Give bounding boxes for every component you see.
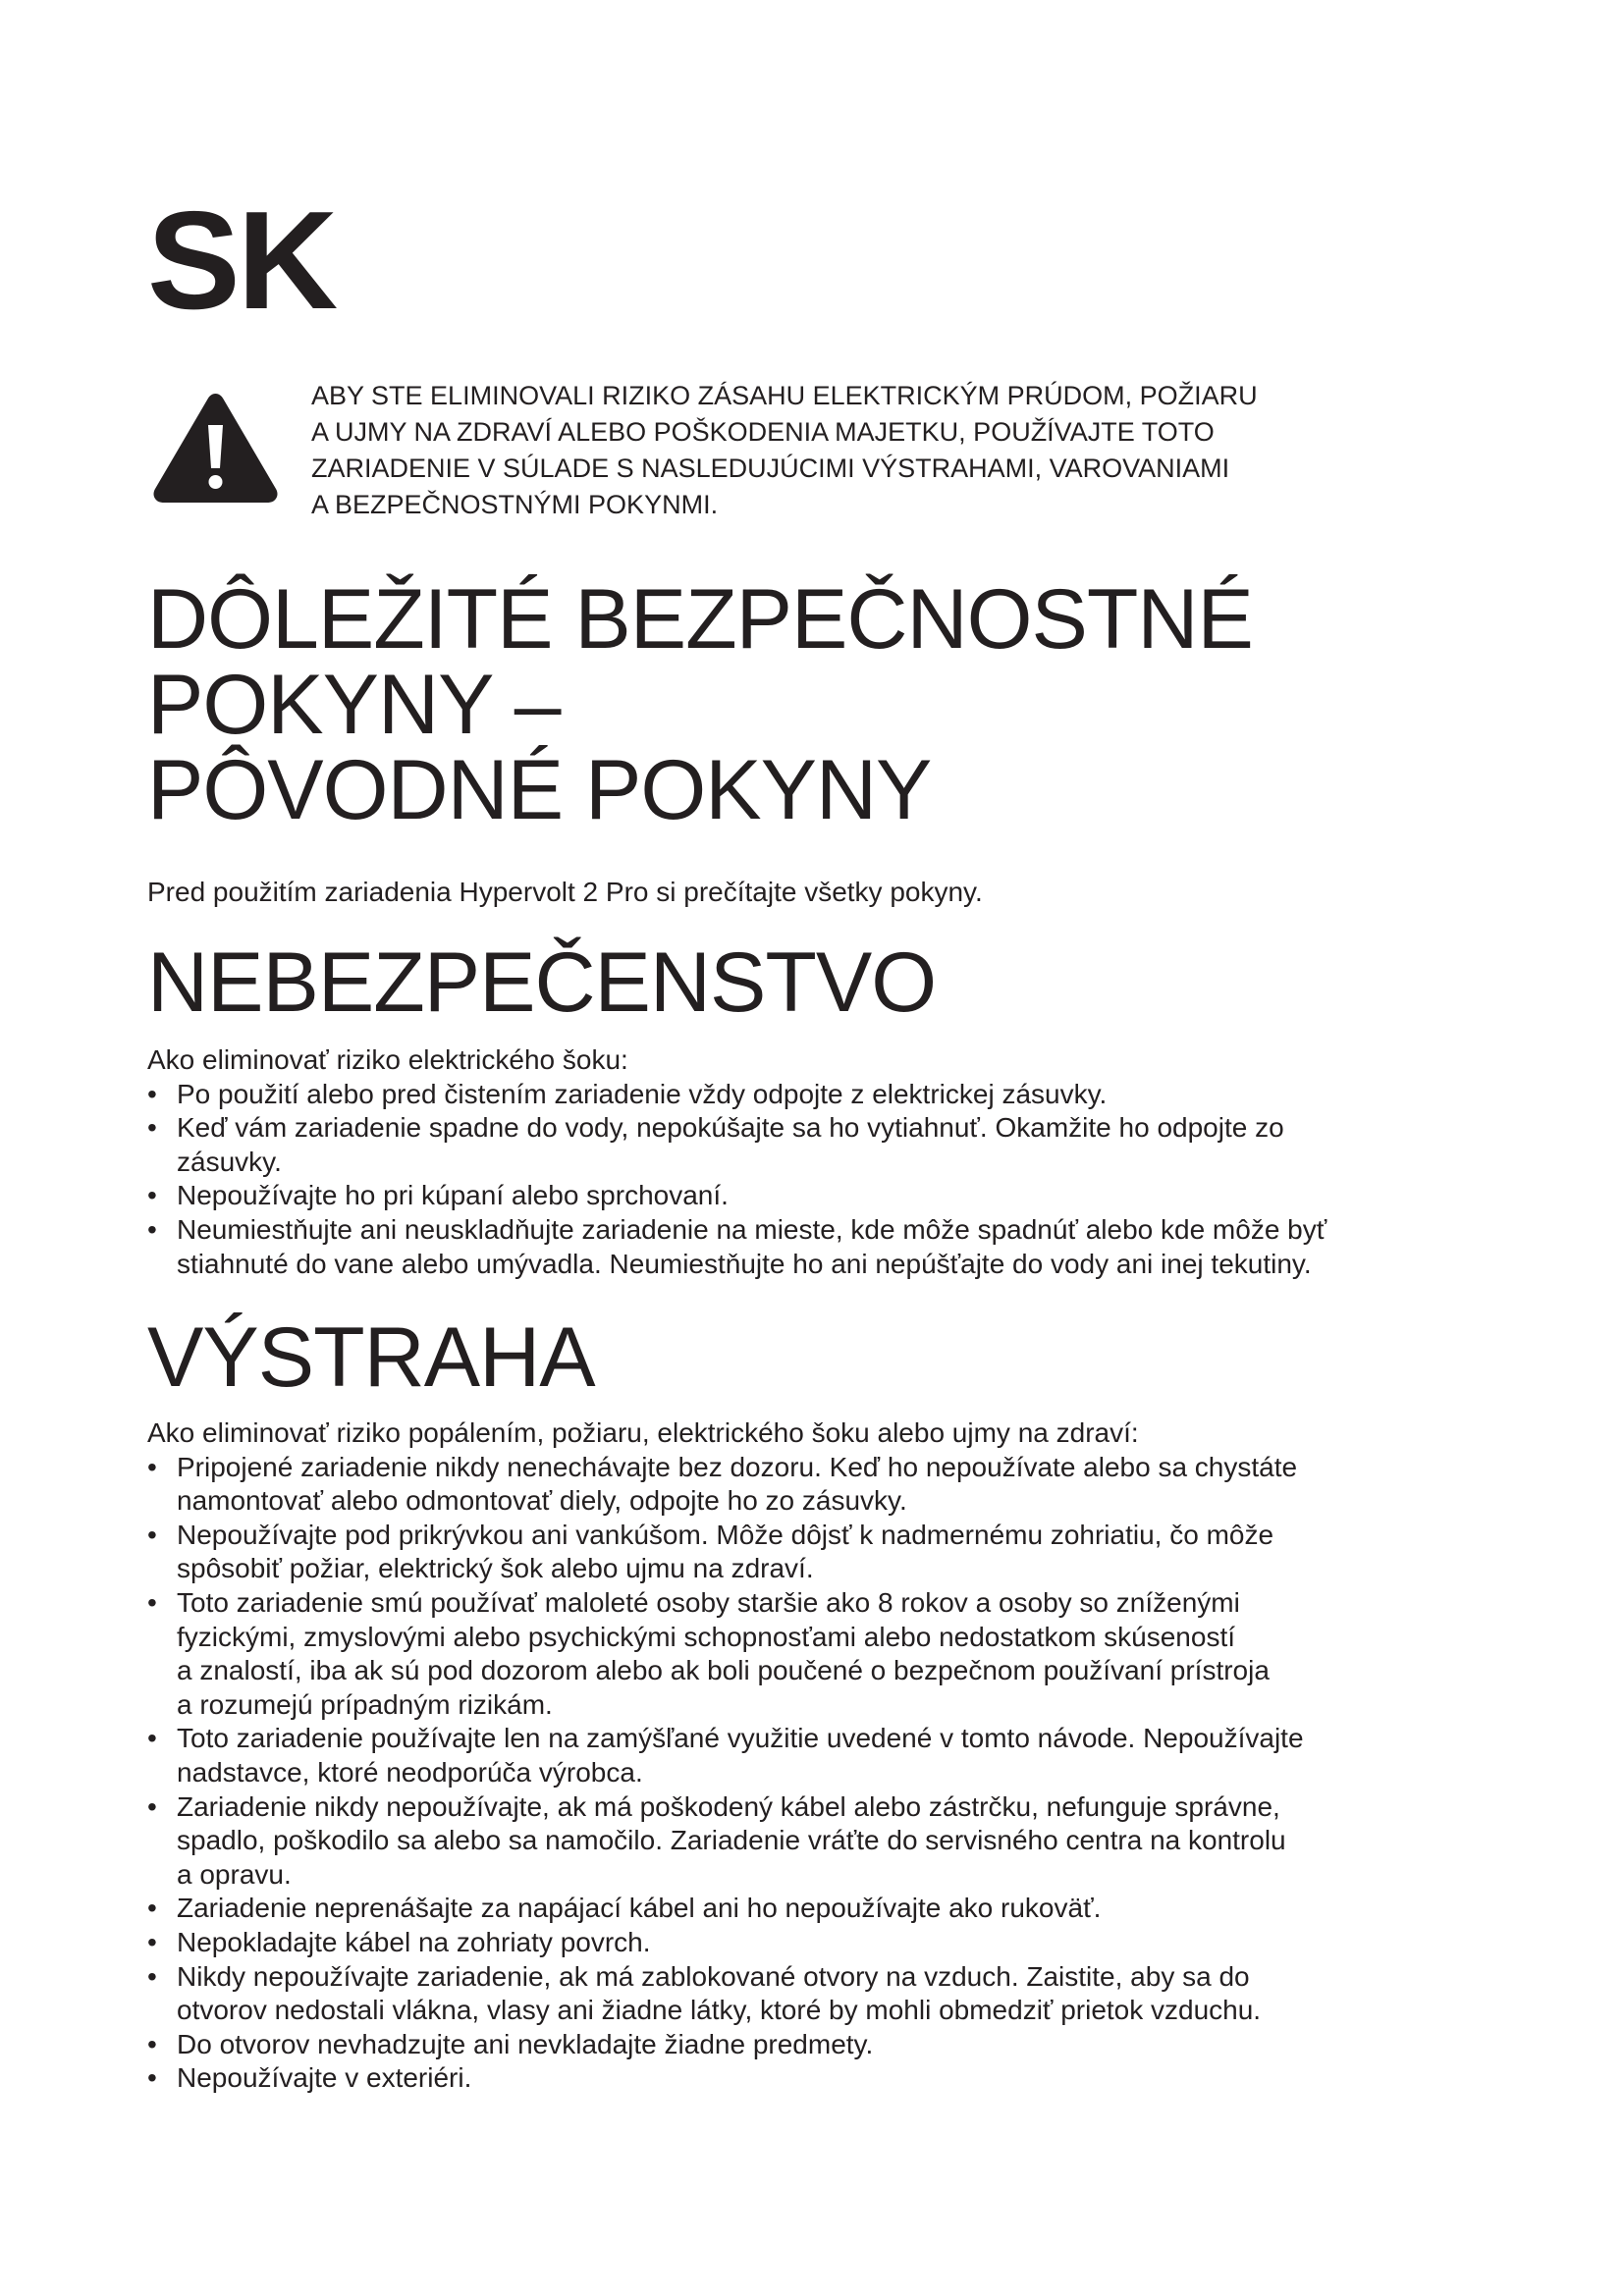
- list-item: [147, 1586, 1502, 1722]
- safety-notice-line: ZARIADENIE V SÚLADE S NASLEDUJÚCIMI VÝSTRAHAMI, VAROVANIAMI: [311, 454, 1230, 483]
- main-title: [147, 572, 1253, 837]
- warning-intro: Ako eliminovať riziko popálením, požiaru, elektrického šoku alebo ujmy na zdraví:: [147, 1417, 1139, 1448]
- warning-section: [147, 1416, 1502, 2096]
- list-item-line: fyzickými, zmyslovými alebo psychickými schopnosťami alebo nedostatkom skúseností: [177, 1621, 1236, 1652]
- list-item: [147, 1892, 1502, 1926]
- list-item-line: namontovať alebo odmontovať diely, odpojte ho zo zásuvky.: [177, 1485, 907, 1517]
- list-item-line: • Nepoužívajte ho pri kúpaní alebo sprchovaní.: [177, 1180, 729, 1211]
- list-item-line: • Nikdy nepoužívajte zariadenie, ak má zablokované otvory na vzduch. Zaistite, aby sa do: [177, 1960, 1250, 1992]
- safety-notice-line: ABY STE ELIMINOVALI RIZIKO ZÁSAHU ELEKTRICKÝM PRÚDOM, POŽIARU: [311, 381, 1258, 410]
- warning-list: [147, 1451, 1502, 2096]
- list-item-line: • Zariadenie nikdy nepoužívajte, ak má poškodený kábel alebo zástrčku, nefunguje správne,: [177, 1790, 1280, 1822]
- list-item-line: • Nepoužívajte pod prikrývkou ani vankúšom. Môže dôjsť k nadmernému zohriatiu, čo môže: [177, 1519, 1274, 1550]
- list-item-line: a znalostí, iba ak sú pod dozorom alebo ak boli poučené o bezpečnom používaní prístroja: [177, 1655, 1270, 1686]
- main-title-line: POKYNY –: [147, 658, 561, 752]
- list-item-line: nadstavce, ktoré neodporúča výrobca.: [177, 1756, 643, 1788]
- language-code: SK: [147, 183, 336, 339]
- safety-notice-line: A BEZPEČNOSTNÝMI POKYNMI.: [311, 490, 719, 519]
- list-item: [147, 1722, 1502, 1789]
- list-item: [147, 1179, 1502, 1213]
- list-item-line: • Po použití alebo pred čistením zariadenie vždy odpojte z elektrickej zásuvky.: [177, 1078, 1108, 1109]
- list-item-line: • Zariadenie neprenášajte za napájací kábel ani ho nepoužívajte ako rukoväť.: [177, 1893, 1102, 1924]
- list-item: [147, 1213, 1502, 1281]
- list-item: [147, 1960, 1502, 2028]
- danger-intro: Ako eliminovať riziko elektrického šoku:: [147, 1044, 628, 1075]
- danger-title: NEBEZPEČENSTVO: [147, 935, 937, 1030]
- list-item-line: • Toto zariadenie smú používať maloleté osoby staršie ako 8 rokov a osoby so zníženými: [177, 1586, 1240, 1618]
- list-item-line: spadlo, poškodilo sa alebo sa namočilo. Zariadenie vráťte do servisného centra na kontrolu: [177, 1825, 1286, 1856]
- list-item-line: a opravu.: [177, 1858, 292, 1890]
- main-title-line: DÔLEŽITÉ BEZPEČNOSTNÉ: [147, 572, 1253, 667]
- safety-notice-line: A UJMY NA ZDRAVÍ ALEBO POŠKODENIA MAJETKU, POUŽÍVAJTE TOTO: [311, 417, 1215, 447]
- list-item-line: • Toto zariadenie používajte len na zamýšľané využitie uvedené v tomto návode. Nepoužívajte: [177, 1723, 1304, 1754]
- list-item-line: • Nepoužívajte v exteriéri.: [177, 2062, 472, 2094]
- list-item-line: spôsobiť požiar, elektrický šok alebo ujmu na zdraví.: [177, 1553, 814, 1584]
- list-item: [147, 1790, 1502, 1893]
- list-item-line: a rozumejú prípadným rizikám.: [177, 1688, 553, 1720]
- list-item: [147, 2028, 1502, 2062]
- list-item-line: zásuvky.: [177, 1146, 282, 1177]
- list-item-line: • Pripojené zariadenie nikdy nenechávajte bez dozoru. Keď ho nepoužívate alebo sa chystáte: [177, 1451, 1298, 1482]
- main-title-line: PÔVODNÉ POKYNY: [147, 743, 932, 837]
- list-item: [147, 2061, 1502, 2096]
- list-item-line: • Do otvorov nevhadzujte ani nevkladajte žiadne predmety.: [177, 2028, 874, 2059]
- list-item: [147, 1926, 1502, 1960]
- list-item-line: • Nepokladajte kábel na zohriaty povrch.: [177, 1926, 651, 1957]
- list-item-line: stiahnuté do vane alebo umývadla. Neumiestňujte ho ani nepúšťajte do vody ani inej tekutiny.: [177, 1248, 1312, 1279]
- list-item: [147, 1111, 1502, 1179]
- list-item: [147, 1078, 1502, 1112]
- warning-triangle-icon: [149, 388, 282, 506]
- list-item-line: • Keď vám zariadenie spadne do vody, nepokúšajte sa ho vytiahnuť. Okamžite ho odpojte zo: [177, 1112, 1284, 1144]
- list-item: [147, 1451, 1502, 1519]
- list-item: [147, 1519, 1502, 1586]
- danger-section: [147, 1043, 1502, 1281]
- intro-text: Pred použitím zariadenia Hypervolt 2 Pro si prečítajte všetky pokyny.: [147, 877, 983, 907]
- list-item-line: otvorov nedostali vlákna, vlasy ani žiadne látky, ktoré by mohli obmedziť prietok vzduchu.: [177, 1995, 1262, 2026]
- safety-notice-text: [311, 378, 1489, 523]
- list-item-line: • Neumiestňujte ani neuskladňujte zariadenie na mieste, kde môže spadnúť alebo kde môže byť: [177, 1213, 1327, 1245]
- warning-title: VÝSTRAHA: [147, 1310, 595, 1405]
- danger-list: [147, 1078, 1502, 1282]
